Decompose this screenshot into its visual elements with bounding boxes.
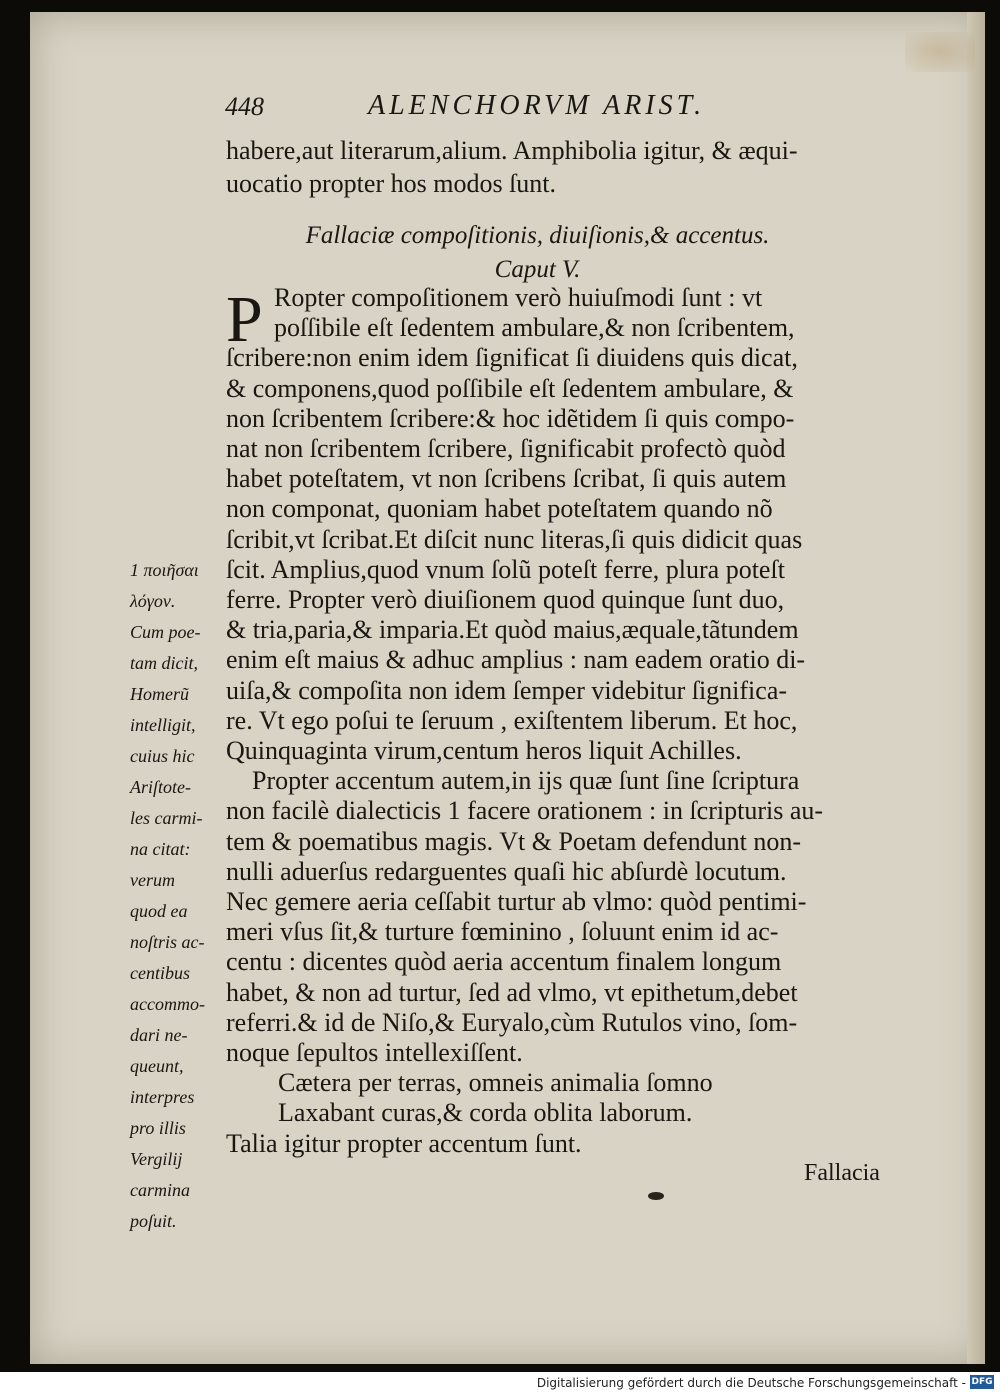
text-line: re. Vt ego poſui te ſeruum , exiſtentem liberum. Et hoc,	[226, 705, 798, 735]
margin-line: cuius hic	[130, 746, 195, 766]
text-line: & componens,quod poſſibile eſt ſedentem ambulare, &	[226, 373, 794, 403]
text-line: Ropter compoſitionem verò huiuſmodi ſunt : vt	[274, 283, 763, 312]
page-number: 448	[225, 92, 264, 121]
margin-line: centibus	[130, 963, 190, 983]
paper-stain	[905, 32, 975, 72]
verse-line: Laxabant curas,& corda oblita laborum.	[278, 1098, 693, 1128]
text-line: habet poteſtatem, vt non ſcribens ſcribat, ſi quis autem	[226, 464, 787, 494]
margin-line: λόγον.	[130, 591, 176, 611]
margin-line: queunt,	[130, 1056, 184, 1076]
text-line: ferre. Propter verò diuiſionem quod quinque ſunt duo,	[226, 585, 785, 615]
margin-line: intelligit,	[130, 715, 196, 735]
margin-line: accommo-	[130, 994, 205, 1014]
dfg-logo: DFG	[971, 1377, 993, 1387]
margin-line: Cum poe-	[130, 622, 201, 642]
drop-cap: P	[226, 283, 263, 356]
text-line: ſcribit,vt ſcribat.Et diſcit nunc literas,ſi quis didicit quas	[226, 524, 803, 554]
verse-line: Cætera per terras, omneis animalia ſomno	[278, 1068, 713, 1098]
text-line: non componat, quoniam habet poteſtatem quando nõ	[226, 494, 773, 524]
text-line: noque ſepultos intellexiſſent.	[226, 1038, 523, 1068]
margin-line: Homerũ	[130, 684, 189, 704]
margin-line: poſuit.	[130, 1211, 177, 1231]
printer-ornament	[648, 1192, 664, 1200]
text-line: habet, & non ad turtur, ſed ad vlmo, vt epithetum,debet	[226, 977, 798, 1007]
marginal-note	[130, 555, 230, 1237]
text-line: habere,aut literarum,alium. Amphibolia igitur, & æqui-	[226, 136, 798, 165]
text-line: non facilè dialecticis 1 facere orationem : in ſcripturis au-	[226, 796, 824, 826]
intro-text	[226, 134, 798, 200]
text-line: nulli aduerſus redarguentes quaſi hic abſurdè locutum.	[226, 856, 787, 886]
chapter-title: Fallaciæ compoſitionis, diuiſionis,& accentus.	[305, 222, 770, 249]
text-line: ſcit. Amplius,quod vnum ſolũ poteſt ferre, plura poteſt	[226, 554, 785, 584]
margin-line: tam dicit,	[130, 653, 198, 673]
text-line: uiſa,& compoſita non idem ſemper videbitur ſignifica-	[226, 675, 788, 705]
margin-line: interpres	[130, 1087, 195, 1107]
margin-line: 1 ποιῆσαι	[130, 560, 199, 580]
body-text	[226, 283, 823, 1159]
margin-line: quod ea	[130, 901, 188, 921]
text-line: ſcribere:non enim idem ſignificat ſi diuidens quis dicat,	[226, 343, 798, 373]
margin-line: noſtris ac-	[130, 932, 205, 952]
text-line: Nec gemere aeria ceſſabit turtur ab vlmo: quòd pentimi-	[226, 887, 807, 917]
text-line: meri vſus ſit,& turture fœminino , ſoluunt enim id ac-	[226, 917, 779, 947]
page-edge	[967, 12, 985, 1364]
text-line: Propter accentum autem,in ijs quæ ſunt ſine ſcriptura	[252, 766, 800, 796]
margin-line: Vergilij	[130, 1149, 183, 1169]
margin-line: na citat:	[130, 839, 191, 859]
margin-line: pro illis	[130, 1118, 186, 1138]
text-line: referri.& id de Niſo,& Euryalo,cùm Rutulos vino, ſom-	[226, 1007, 798, 1037]
text-line: uocatio propter hos modos ſunt.	[226, 169, 557, 198]
margin-line: dari ne-	[130, 1025, 188, 1045]
margin-line: verum	[130, 870, 175, 890]
margin-line: les carmi-	[130, 808, 203, 828]
text-line: centu : dicentes quòd aeria accentum finalem longum	[226, 947, 782, 977]
text-line: tem & poematibus magis. Vt & Poetam defendunt non-	[226, 826, 802, 856]
margin-line: Ariſtote-	[130, 777, 191, 797]
catchword: Fallacia	[804, 1160, 880, 1186]
text-line: Talia igitur propter accentum ſunt.	[226, 1128, 582, 1158]
margin-line: carmina	[130, 1180, 190, 1200]
text-line: nat non ſcribentem ſcribere, ſignificabit profectò quòd	[226, 434, 786, 464]
text-line: & tria,paria,& imparia.Et quòd maius,æquale,tãtundem	[226, 615, 799, 645]
text-line: non ſcribentem ſcribere:& hoc idẽtidem ſi quis compo-	[226, 403, 795, 433]
running-head: ALENCHORVM ARIST.	[368, 90, 706, 121]
text-line: poſſibile eſt ſedentem ambulare,& non ſcribentem,	[274, 313, 795, 343]
chapter-number: Caput V.	[494, 256, 581, 283]
funding-credit: Digitalisierung gefördert durch die Deutsche Forschungsgemeinschaft -	[536, 1376, 966, 1390]
text-line: Quinquaginta virum,centum heros liquit Achilles.	[226, 736, 742, 766]
text-line: enim eſt maius & adhuc amplius : nam eadem oratio di-	[226, 645, 806, 675]
